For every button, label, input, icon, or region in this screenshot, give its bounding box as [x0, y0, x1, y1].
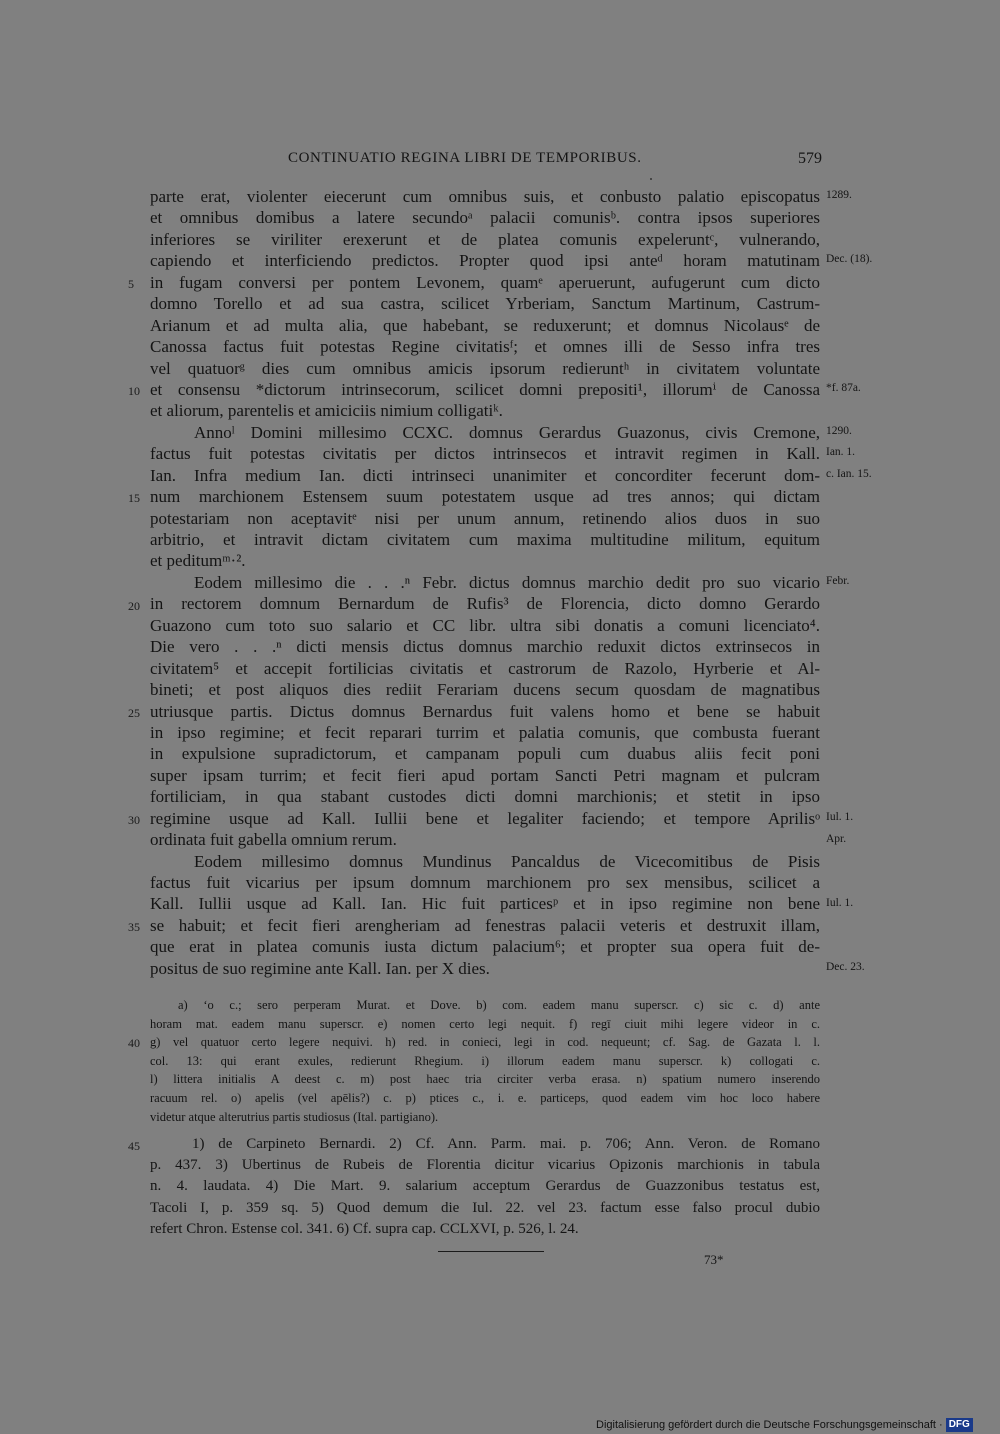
text-line: Canossa factus fuit potestas Regine civitatisᶠ; et omnes illi de Sesso infra tres [150, 337, 820, 357]
text-line: et consensu *dictorum intrinsecorum, scilicet domni prepositi¹, illorumⁱ de Canossa [150, 379, 820, 399]
text-line: Ian. Infra medium Ian. dicti intrinseci unanimiter et concorditer fecerunt dom- [150, 465, 820, 485]
page-number: 579 [798, 150, 822, 167]
running-title: CONTINUATIO REGINA LIBRI DE TEMPORIBUS. [288, 150, 642, 166]
text-line: in expulsione supradictorum, et campanam populi cum duabus aliis fecit poni [150, 744, 820, 764]
text-line: refert Chron. Estense col. 341. 6) Cf. supra cap. CCLXVI, p. 526, l. 24. [150, 1220, 579, 1237]
signature-mark: 73* [704, 1252, 724, 1267]
line-number: 25 [128, 705, 140, 720]
text-line: Annoˡ Domini millesimo CCXC. domnus Gerardus Guazonus, civis Cremone, [194, 422, 820, 442]
page-header [150, 150, 822, 174]
text-line: Eodem millesimo domnus Mundinus Pancaldus de Vicecomitibus de Pisis [194, 851, 820, 871]
text-line: in fugam conversi per pontem Levonem, quamᵉ aperuerunt, aufugerunt cum dicto [150, 272, 820, 292]
margin-date: c. Ian. 15. [826, 467, 872, 480]
text-line: n. 4. laudata. 4) Die Mart. 9. salarium acceptum Gerardus de Guazzonibus testatus est, [150, 1178, 820, 1195]
margin-date: Dec. 23. [826, 961, 865, 974]
footnote-rule [438, 1251, 544, 1252]
text-line: civitatem⁵ et accepit fortilicias civitatis et castrorum de Razolo, Hyrberie et Al- [150, 658, 820, 678]
dfg-logo: DFG [946, 1418, 973, 1432]
text-line: vel quatuorᵍ dies cum omnibus amicis ipsorum redieruntʰ in civitatem voluntate [150, 358, 820, 378]
footnotes [150, 1134, 820, 1240]
margin-date: Febr. [826, 575, 850, 588]
text-line: regimine usque ad Kall. Iullii bene et legaliter faciendo; et tempore Aprilisᵒ [150, 808, 820, 828]
text-line: et aliorum, parentelis et amiciciis nimium colligatiᵏ. [150, 401, 503, 421]
text-line: num marchionem Estensem suum potestatem usque ad tres annos; qui dictam [150, 487, 820, 507]
main-text [150, 186, 820, 979]
text-line: et peditumᵐ·². [150, 551, 246, 571]
text-line: Eodem millesimo die . . .ⁿ Febr. dictus domnus marchio dedit pro suo vicario [194, 572, 820, 592]
text-line: l) littera initialis A deest c. m) post haec tria circiter verba erasa. n) spatium numero inserendo [150, 1072, 820, 1087]
line-number: 15 [128, 491, 140, 506]
text-line: a) ‘o c.; sero perperam Murat. et Dove. b) com. eadem manu superscr. c) sic c. d) ante [178, 998, 820, 1012]
text-line: factus fuit vicarius per ipsum domnum marchionem pro sex mensibus, scilicet a [150, 873, 820, 892]
text-line: in ipso regimine; et fecit reparari turrim et palatia comunis, que combusta fuerant [150, 722, 820, 742]
text-line: potestariam non aceptavitᵉ nisi per unum annum, retinendo alios duos in suo [150, 508, 820, 528]
text-line: col. 13: qui erant exules, redierunt Rhegium. i) illorum eadem manu superscr. k) collogati c. [150, 1053, 820, 1068]
text-line: se habuit; et fecit fieri arengheriam ad fenestras palacii veteris et destruxit illam, [150, 915, 820, 935]
margin-date: 1289. [826, 189, 852, 201]
margin-date: Apr. [826, 832, 847, 845]
line-number: 10 [128, 384, 140, 399]
text-line: parte erat, violenter eiecerunt cum omnibus suis, et conbusto palatio episcopatus [150, 187, 820, 206]
text-line: utriusque partis. Dictus domnus Bernardus fuit valens homo et bene se habuit [150, 701, 820, 721]
text-line: bineti; et post aliquos dies rediit Ferariam ducens secum quosdam de magnatibus [150, 680, 820, 700]
dfg-text: Digitalisierung gefördert durch die Deutsche Forschungsgemeinschaft · [596, 1419, 943, 1431]
text-line: super ipsam turrim; et fecit fieri apud portam Sancti Petri magnam et pulcram [150, 765, 820, 785]
margin-date: 1290. [826, 424, 852, 437]
margin-date: Dec. (18). [826, 253, 873, 266]
text-line: horam mat. eadem manu superscr. e) nomen certo legi nequit. f) regī ciuit mihi legere videor in c. [150, 1016, 820, 1031]
dfg-credit [596, 1416, 1000, 1434]
text-line: Arianum et ad multa alia, que habebant, se reduxerunt; et domnus Nicolausᵉ de [150, 315, 820, 335]
text-line: Tacoli I, p. 359 sq. 5) Quod demum die Iul. 22. vel 23. factum esse falso procul dubio [150, 1199, 820, 1216]
text-line: capiendo et interficiendo predictos. Propter quod ipsi anteᵈ horam matutinam [150, 251, 820, 271]
text-line: Kall. Iullii usque ad Kall. Ian. Hic fuit particesᵖ et in ipso regimine non bene [150, 894, 820, 914]
margin-date: Ian. 1. [826, 446, 856, 459]
text-line: g) vel quatuor certo legere nequivi. h) red. in conieci, legi in cod. nequeunt; cf. Sag. de Gazata l. l. [150, 1035, 820, 1050]
text-line: ordinata fuit gabella omnium rerum. [150, 830, 397, 850]
line-number: 45 [128, 1139, 140, 1153]
text-line: Guazono cum toto suo salario et CC libr. ultra sibi donatis a comuni licenciato⁴. [150, 615, 820, 635]
text-line: arbitrio, et intravit dictam civitatem cum maxima multitudine militum, equitum [150, 530, 820, 549]
line-number: 40 [128, 1036, 140, 1051]
text-line: positus de suo regimine ante Kall. Ian. per X dies. [150, 958, 490, 978]
text-line: inferiores se viriliter erexerunt et de platea comunis expeleruntᶜ, vulnerando, [150, 229, 820, 249]
text-line: in rectorem domnum Bernardum de Rufis³ de Florencia, dicto domno Gerardo [150, 594, 820, 614]
speck [650, 178, 652, 180]
line-number: 30 [128, 813, 140, 828]
text-line: domno Torello et ad sua castra, scilicet Yrberiam, Sanctum Martinum, Castrum- [150, 294, 820, 314]
text-line: racuum rel. o) apelis (vel apēlis?) c. p) ptices c., i. e. particeps, quod eadem vim hoc loco habere [150, 1090, 820, 1105]
margin-date: Iul. 1. [826, 896, 854, 909]
margin-date: *f. 87a. [826, 382, 861, 395]
margin-date: Iul. 1. [826, 811, 854, 824]
text-line: factus fuit potestas civitatis per dictos intrinsecos et intravit regimen in Kall. [150, 444, 820, 464]
line-number: 20 [128, 598, 140, 613]
line-number: 5 [128, 276, 134, 291]
text-line: que erat in platea comunis iusta dictum palacium⁶; et propter sua opera fuit de- [150, 937, 820, 957]
text-line: Die vero . . .ⁿ dicti mensis dictus domnus marchio reduxit dictos extrinsecos in [150, 637, 820, 657]
line-number: 35 [128, 920, 140, 935]
text-line: 1) de Carpineto Bernardi. 2) Cf. Ann. Parm. mai. p. 706; Ann. Veron. de Romano [192, 1136, 820, 1152]
critical-apparatus [150, 996, 820, 1126]
text-line: videtur atque alterutrius partis studiosus (Ital. partigiano). [150, 1109, 439, 1124]
text-line: p. 437. 3) Ubertinus de Rubeis de Florentia dicitur vicarius Opizonis marchionis in tabula [150, 1157, 820, 1174]
text-line: et omnibus domibus a latere secundoᵃ palacii comunisᵇ. contra ipsos superiores [150, 208, 820, 228]
text-line: fortiliciam, in qua stabant custodes dicti domni marchionis; et stetit in ipso [150, 787, 820, 807]
